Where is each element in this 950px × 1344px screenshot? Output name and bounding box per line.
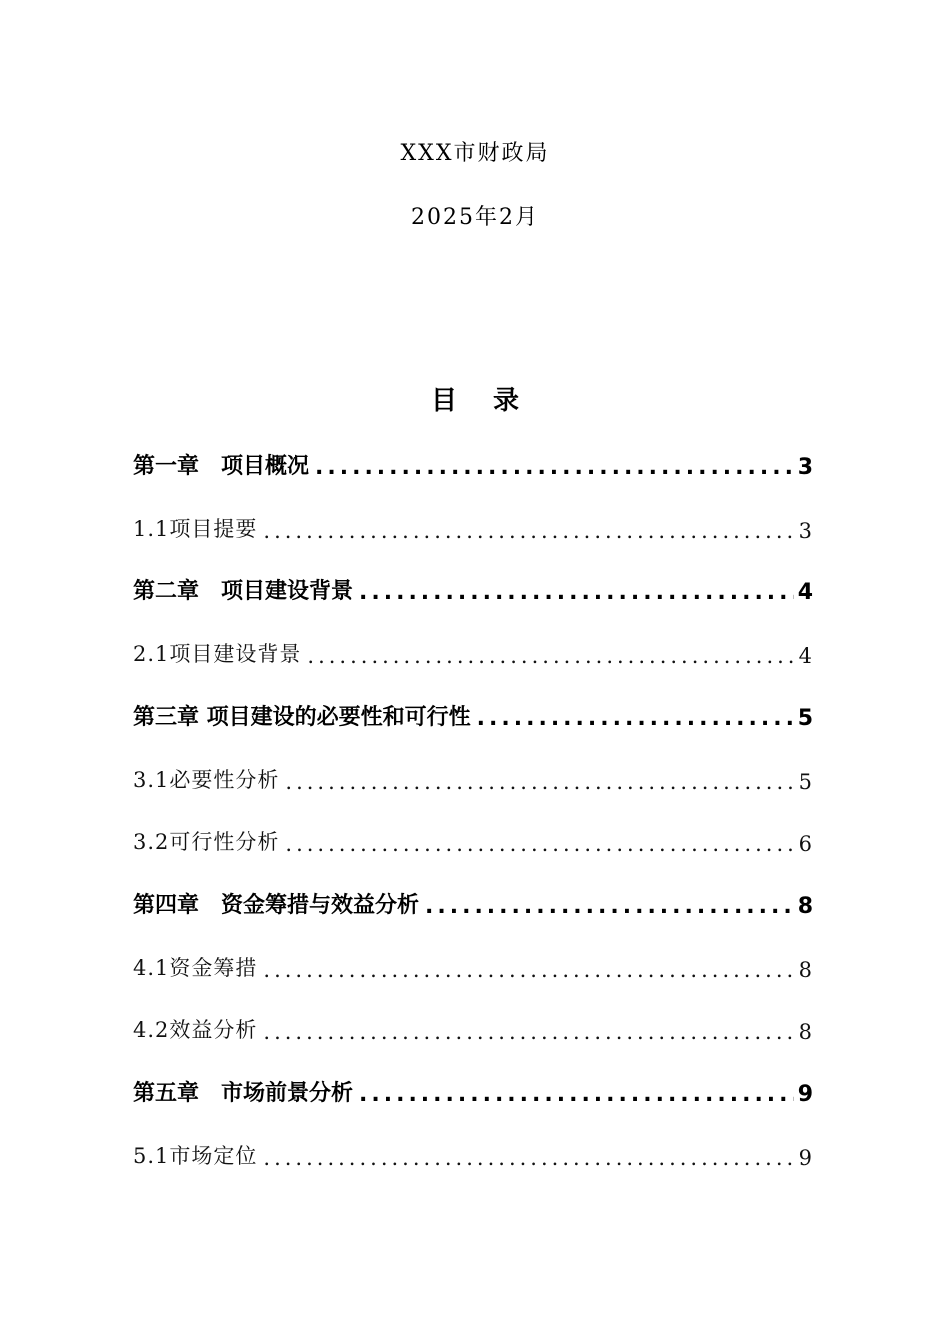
toc-section-entry[interactable] <box>133 503 813 543</box>
toc-page-number: 8 <box>797 894 813 919</box>
toc-entry-label: 4.2效益分析 <box>133 1018 258 1042</box>
toc-dot-leader <box>263 1020 794 1044</box>
toc-dot-leader <box>263 1146 794 1170</box>
toc-entry-label: 5.1市场定位 <box>133 1144 258 1168</box>
toc-page-number: 5 <box>798 770 813 794</box>
toc-page-number: 8 <box>798 958 813 982</box>
toc-entry-label: 1.1项目提要 <box>133 517 258 541</box>
toc-page-number: 6 <box>798 832 813 856</box>
organization-name: XXX市财政局 <box>400 141 550 166</box>
toc-dot-leader <box>425 894 794 919</box>
toc-page-number: 5 <box>797 706 813 731</box>
toc-dot-leader <box>285 770 794 794</box>
toc-dot-leader <box>359 580 794 605</box>
toc-chapter-entry[interactable] <box>133 1067 813 1107</box>
toc-entry-label: 3.2可行性分析 <box>133 830 280 854</box>
toc-page-number: 8 <box>798 1020 813 1044</box>
toc-title-part1: 目 <box>430 386 457 416</box>
toc-section-entry[interactable] <box>133 754 813 794</box>
toc-entry-label: 4.1资金筹措 <box>133 956 258 980</box>
toc-entry-label: 第一章 项目概况 <box>133 454 310 479</box>
toc-section-entry[interactable] <box>133 1004 813 1044</box>
toc-entry-label: 第三章 项目建设的必要性和可行性 <box>133 705 471 730</box>
toc-page-number: 4 <box>798 644 813 668</box>
toc-dot-leader <box>359 1082 794 1107</box>
toc-section-entry[interactable] <box>133 628 813 668</box>
toc-dot-leader <box>285 832 794 856</box>
toc-page-number: 3 <box>797 455 813 480</box>
toc-dot-leader <box>307 644 794 668</box>
toc-section-entry[interactable] <box>133 816 813 856</box>
toc-dot-leader <box>477 706 794 731</box>
toc-dot-leader <box>263 958 794 982</box>
toc-page-number: 9 <box>797 1082 813 1107</box>
toc-dot-leader <box>315 455 794 480</box>
toc-chapter-entry[interactable] <box>133 565 813 605</box>
toc-chapter-entry[interactable] <box>133 879 813 919</box>
toc-page-number: 4 <box>797 580 813 605</box>
toc-chapter-entry[interactable] <box>133 440 813 480</box>
toc-entry-label: 第四章 资金筹措与效益分析 <box>133 893 420 918</box>
toc-entry-label: 第二章 项目建设背景 <box>133 579 354 604</box>
toc-entry-label: 3.1必要性分析 <box>133 768 280 792</box>
toc-entry-label: 2.1项目建设背景 <box>133 642 302 666</box>
document-date: 2025年2月 <box>411 205 539 230</box>
toc-dot-leader <box>263 519 794 543</box>
toc-entry-label: 第五章 市场前景分析 <box>133 1081 354 1106</box>
toc-chapter-entry[interactable] <box>133 691 813 731</box>
toc-title-part2: 录 <box>493 386 520 416</box>
toc-title <box>0 380 950 417</box>
toc-page-number: 9 <box>798 1146 813 1170</box>
toc-page-number: 3 <box>798 519 813 543</box>
toc-section-entry[interactable] <box>133 942 813 982</box>
toc-section-entry[interactable] <box>133 1130 813 1170</box>
